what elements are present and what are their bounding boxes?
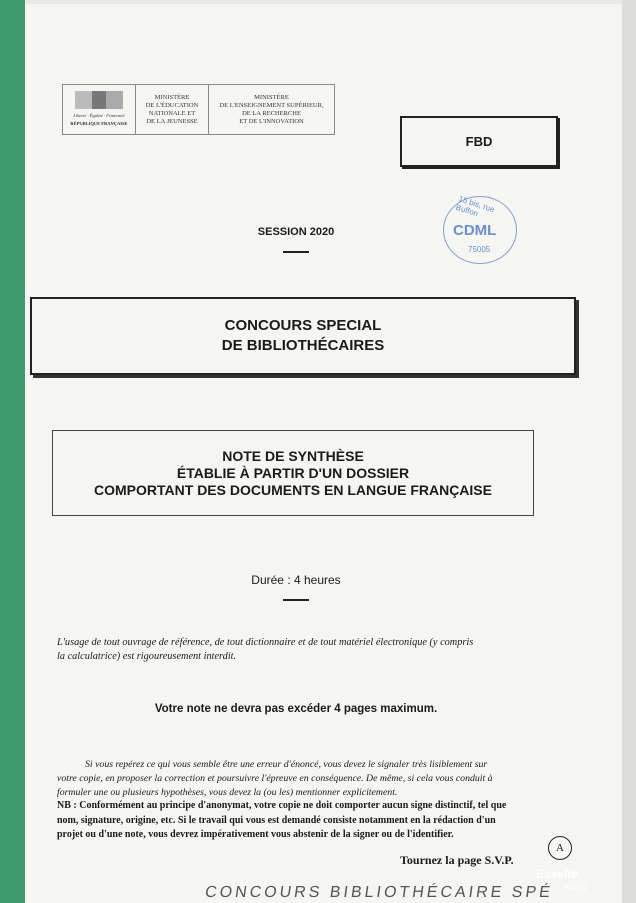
page-edge (622, 0, 636, 903)
motto: Liberté · Égalité · Fraternité (73, 113, 125, 118)
republique-label: RÉPUBLIQUE FRANÇAISE (70, 121, 128, 126)
line: L'usage de tout ouvrage de référence, de tout dictionnaire et de tout matériel électronique (y compris (57, 637, 474, 648)
anonymity-notice (57, 799, 506, 843)
line: ET DE L'INNOVATION (239, 117, 304, 125)
duration-label: Durée : 4 heures (251, 573, 341, 587)
line: Si vous repérez ce qui vous semble être une erreur d'énoncé, vous devez le signaler très lisiblement sur (85, 759, 488, 770)
esselte-number: 54832 (565, 884, 588, 893)
line: projet ou d'une note, vous devrez impérativement vous abstenir de la signer ou de l'identifier. (57, 829, 454, 840)
concours-line: CONCOURS SPECIAL (224, 317, 382, 334)
error-notice (57, 758, 493, 800)
line: votre copie, en proposer la correction et poursuivre l'épreuve en conséquence. De même, si cela vous conduit à (57, 773, 493, 784)
ministry-higher-education (209, 85, 334, 134)
handwritten-note: CONCOURS BIBLIOTHÉCAIRE SPÉ (203, 884, 554, 901)
ministry-header (62, 84, 335, 135)
line: nom, signature, origine, etc. Si le travail qui vous est demandé consiste notamment en la rédaction d'un (57, 814, 496, 826)
turn-page-label: Tournez la page S.V.P. (400, 853, 514, 867)
line: DE LA RECHERCHE (242, 109, 301, 117)
marianne-logo (63, 85, 136, 134)
line: MINISTÈRE (254, 93, 289, 101)
epreuve-line: ÉTABLIE À PARTIR D'UN DOSSIER (176, 464, 410, 481)
line: la calculatrice) est rigoureusement interdit. (57, 651, 237, 662)
subject-marker: A (548, 836, 572, 860)
ministry-education (136, 85, 209, 134)
concours-title-box (30, 297, 576, 375)
line: DE L'ÉDUCATION (145, 101, 199, 109)
line: DE LA JEUNESSE (146, 117, 198, 125)
stamp-zip: 75005 (468, 245, 491, 254)
concours-line: DE BIBLIOTHÉCAIRES (221, 337, 385, 354)
epreuve-line: COMPORTANT DES DOCUMENTS EN LANGUE FRANÇAISE (94, 481, 492, 498)
line: NATIONALE ET (148, 109, 196, 117)
exam-code-box: FBD (400, 116, 558, 167)
line: formuler une ou plusieurs hypothèses, vous devez la (ou les) mentionner explicitement. (57, 787, 398, 798)
page-limit-notice: Votre note ne devra pas excéder 4 pages maximum. (154, 703, 438, 715)
divider (283, 251, 309, 253)
stamp-address: 15 bis, rue Buffon (454, 194, 496, 219)
esselte-logo: Esselte (536, 867, 579, 881)
line: MINISTÈRE (154, 93, 190, 101)
library-stamp (443, 196, 517, 264)
green-binder-strip (0, 0, 25, 903)
epreuve-line: NOTE DE SYNTHÈSE (222, 447, 364, 464)
line: NB : Conformément au principe d'anonymat, votre copie ne doit comporter aucun signe distinctif, tel que (57, 800, 507, 811)
usage-notice (57, 636, 473, 664)
stamp-name: CDML (453, 222, 497, 239)
divider (283, 599, 309, 601)
session-label: SESSION 2020 (257, 226, 335, 238)
epreuve-title-box (52, 430, 534, 516)
line: DE L'ENSEIGNEMENT SUPÉRIEUR, (219, 101, 324, 109)
